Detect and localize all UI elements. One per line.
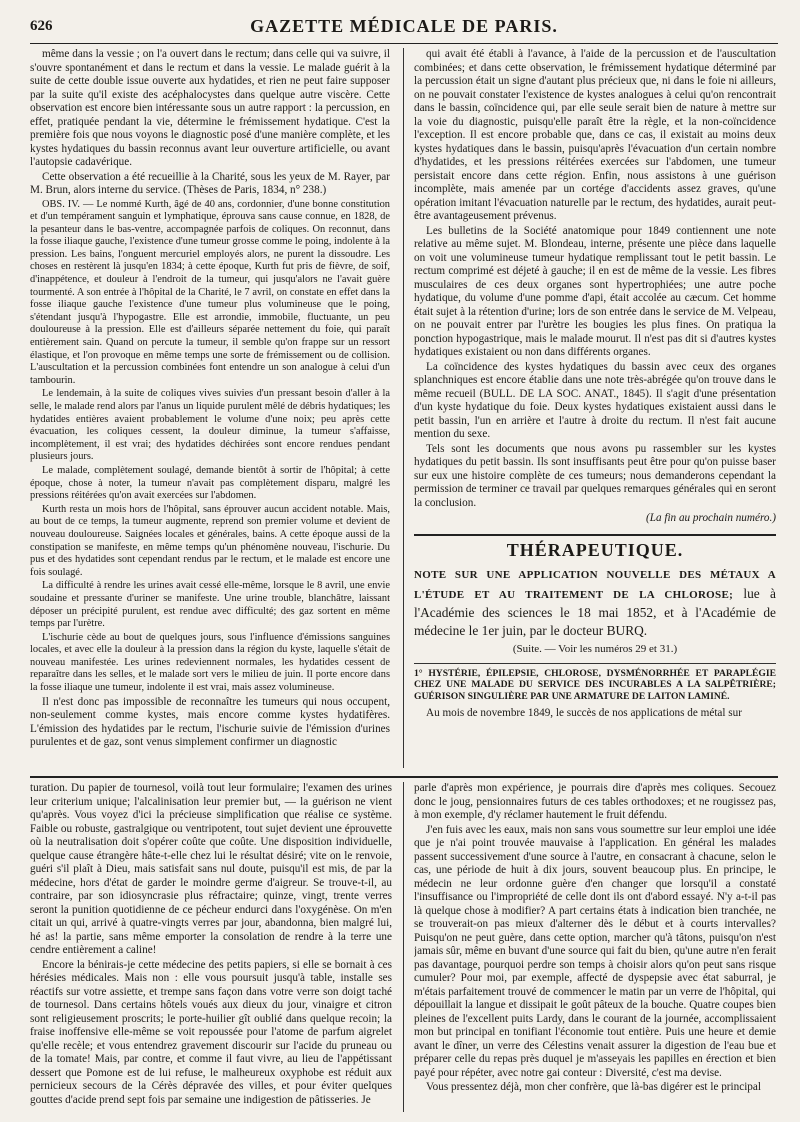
upper-left-column — [30, 48, 390, 768]
journal-title: GAZETTE MÉDICALE DE PARIS. — [250, 16, 558, 36]
paragraph: Les bulletins de la Société anatomique pour 1849 contiennent une note relative au même sujet. M. Blondeau, interne, présente une pièce dans laquelle on voit une volumineuse tumeur hydatique remplissant tout le petit bassin. Le rectum comprimé est déjeté à gauche; il en est de même de la vessie. Les fibres musculaires de ces deux organes sont hypertrophiées; une autre poche hydatique, du volume d'une pomme d'api, était accolée au cæcum. Cet homme était sujet à la rétention d'urine; lors de son entrée dans le service de M. Velpeau, on ne pouvait entrer par l'urètre les bougies les plus fines. On pratiqua la ponction hypogastrique, mais le malade mourut. Il n'est pas dit si d'autres kystes hydatiques existaient ou non dans différents organes. — [414, 224, 776, 358]
paragraph: Vous pressentez déjà, mon cher confrère, que là-bas digérer est le principal — [426, 1081, 761, 1093]
continuation-note: (La fin au prochain numéro.) — [646, 512, 776, 524]
lower-right-column — [414, 782, 776, 1112]
paragraph: Encore la bénirais-je cette médecine des petits papiers, si elle se bornait à ces hérésies médicales. Mais non : elle vous poursuit jusqu'à table, installe ses réactifs sur votre assiette, et trempe sans façon dans votre verre son doigt taché de tournesol. Dans certains hôtels voués aux dieux du jour, vinaigre et citron sont religieusement proscrits; le porte-huilier gît oublié dans quelque recoin; la fraise inoffensive elle-même se voit repoussée pour l'atome de parfum aigrelet qu'elle recèle; et vous entendrez gravement discourir sur l'acide du pruneau ou de la tomate! Mais, par contre, et comme il faut vivre, au lieu de l'appétissant dessert que Pomone est de lui refuse, le malheureux oxyphobe est réduit aux pernicieux secours de la Cérès dépravée des villes, et pour éviter quelques gouttes d'acide prend sept fois par semaine une indigestion de pâtisseries. Je — [30, 958, 392, 1106]
observation-paragraph: Kurth resta un mois hors de l'hôpital, sans éprouver aucun accident notable. Mais, au bout de ce temps, la tumeur augmente, reprend son premier volume et devient de nouveau douloureuse. Saignées locales et générales, bains. A cette époque aussi de la constipation se manifeste, en même temps qu'un phénomène nouveau, l'ischurie. Du pus et des hydatides sont cependant rendus par le rectum, et le malade est encore une fois soulagé. — [30, 503, 390, 578]
header-rule — [30, 43, 778, 44]
subsection-rule — [414, 663, 776, 664]
paragraph: La coïncidence des kystes hydatiques du bassin avec ceux des organes splanchniques est encore établie dans une note très-abrégée qu'on trouve dans le même recueil (BULL. DE LA SOC. ANAT., 1845). Il s'agit d'une présentation d'un kyste hydatique du foie. Deux kystes hydatiques existaient aussi dans le petit bassin, l'un en arrière et l'autre à droite du rectum. Il n'est fait aucune mention du sexe. — [414, 360, 776, 440]
article-title-rest: lue à l'Académie des sciences le 18 mai 1852, et à l'Académie de médecine le 1er juin, par le docteur BURQ. — [414, 585, 776, 638]
upper-right-column — [414, 48, 776, 768]
paragraph: turation. Du papier de tournesol, voilà tout leur formulaire; l'examen des urines leur criterium unique; l'alcalinisation leur premier but, — la guérison ne vient qu'après. Vous voyez d'ici la précieuse simplification que réalise ce système. Faible ou robuste, gastralgique ou ventripotent, tout sujet devient une éprouvette où la neutralisation doit s'opérer coûte que coûte. Une disposition individuelle, quelque cause étrangère hâte-t-elle chez lui le résultat désiré; vite on le renvoie, guéri s'il plaît à Dieu, mais satisfait sans nul doute, puisqu'il est mis, de par la médecine, hors d'état de garder le moindre germe d'aigreur. Se trouve-t-il, au contraire, par son idiosyncrasie plus réfractaire; quinze, vingt, trente verres seront la punition quotidienne de ce pécheur endurci dans l'oxygénèse. On m'en citait un qui, arrivé à quatre-vingts verres par jour, abandonna, bien malgré lui, hé as! la partie, sans même emporter la consolation de rendre à la terre une cendre entièrement a caline! — [30, 782, 392, 956]
column-divider — [403, 782, 404, 1112]
observation-paragraph: L'ischurie cède au bout de quelques jours, sous l'influence d'émissions sanguines locales, et avec elle la douleur à la pression dans la région du kyste, laquelle s'était de nouveau manifestée. Les urines redeviennent normales, les hydatides cessent de reparaître dans les selles, et le malade sort vers le milieu de juin. Il porte encore dans la fosse iliaque une tumeur, indolente il est vrai, mais assez volumineuse. — [30, 631, 390, 694]
paragraph: qui avait été établi à l'avance, à l'aide de la percussion et de l'auscultation combinées; et dans cette observation, le frémissement hydatique déterminé par la percussion était un signe d'autant plus précieux que, ni dans le foie ni ailleurs, on ne pouvait constater l'existence de kystes analogues à celui qu'on rencontrait dans le bassin, coïncidence qui, par elle seule serait bien de nature à mettre sur la voie du diagnostic, puisqu'elle paraît être la règle, et la non-coïncidence l'exception. Il est encore probable que, dans ce cas, il existait au moins deux kystes hydatiques dans le bassin, puisqu'après l'évacuation d'un certain nombre d'hydatides, et les pressions réitérées exercées sur l'abdomen, une tumeur persistait encore dans cette région. Enfin, nous assistons à une guérison incomplète, mais amenée par un cortége d'accidents assez graves, qu'une opération imitant l'évacuation naturelle par le rectum, des hydatides, aurait peut-être avantageusement prévenus. — [414, 48, 776, 222]
paragraph: Cette observation a été recueillie à la Charité, sous les yeux de M. Rayer, par M. Brun, alors interne du service. (Thèses de Paris, 1834, n° 238.) — [30, 170, 390, 196]
feuilleton-rule — [30, 776, 778, 778]
column-divider — [403, 48, 404, 768]
observation-paragraph: Le malade, complètement soulagé, demande bientôt à sortir de l'hôpital; à cette époque, chose à noter, la tumeur n'avait pas complètement disparu, malgré les pressions réitérées qu'on avait exercées sur l'abdomen. — [30, 464, 390, 502]
paragraph: Tels sont les documents que nous avons pu rassembler sur les kystes hydatiques du petit bassin. Ils sont insuffisants peut être pour qu'on puisse baser sur eux une histoire complète de ces tumeurs; nous demanderons cependant la permission de terminer ce travail par quelques remarques générales qui en seront la conclusion. — [414, 442, 776, 509]
paragraph: même dans la vessie ; on l'a ouvert dans le rectum; dans celle qui va suivre, il s'ouvre spontanément et dans le rectum et dans la vessie. Le malade guérit à la suite de cette double issue ouverte aux hydatides, et rien ne peut faire supposer par la suite qu'il existe des acéphalocystes dans quelque autre viscère. Cette observation est encore bien intéressante sous un autre rapport : la percussion, en effet, pratiquée pendant la vie, détermine le frémissement hydatique. C'est la première fois que nous voyons le diagnostic posé d'une manière complète, et les kystes hydatiques du bassin reconnus avant leur ouverture artificielle, ou avant l'autopsie cadavérique. — [30, 48, 390, 168]
paragraph: parle d'après mon expérience, je pourrais dire d'après mes coliques. Secouez donc le joug, pensionnaires futurs de ces tables orthodoxes; et ne rougissez pas, à mon exemple, d'y réclamer hautement le fruit défendu. — [414, 782, 776, 821]
article-title-caps: NOTE SUR UNE APPLICATION NOUVELLE DES MÉTAUX A L'ÉTUDE ET AU TRAITEMENT DE LA CHLOROSE; — [414, 569, 776, 601]
section-title: THÉRAPEUTIQUE. — [506, 539, 684, 560]
observation-paragraph: Le lendemain, à la suite de coliques vives suivies d'un pressant besoin d'aller à la selle, le malade rend alors par l'anus un liquide purulent mêlé de débris hydatiques; les hydatides entières avaient probablement le volume d'une noix; peu après cette évacuation, les coliques cessent, la douleur diminue, la tumeur s'affaisse, incomplètement, il est vrai; des hydatides déchirées sont encore rendues pendant plusieurs jours. — [30, 388, 390, 463]
paragraph: Il n'est donc pas impossible de reconnaître les tumeurs qui nous occupent, non-seulement comme kystes, mais encore comme kystes hydatifères. L'émission des hydatides par le rectum, l'ischurie suivie de l'émission d'urines purulentes et de gaz, sont venus simplement confirmer un diagnostic — [30, 695, 390, 749]
page-number: 626 — [30, 18, 53, 34]
paragraph: J'en fuis avec les eaux, mais non sans vous soumettre sur leur emploi une idée que je n'ai point trouvée mauvaise à l'application. En général les malades passent successivement d'une source à l'autre, en consacrant à chacune, selon le cas, une période de huit à dix jours, souvent beaucoup plus. En principe, le médecin ne leur ordonne guère d'en changer que lorsqu'il a constaté l'insuffisance ou l'impropriété de celle dont ils ont d'abord essayé. N'y a-t-il pas là quelque chose à modifier? A part certains états à indication bien tranchée, ne se trouverait-on pas mieux d'alterner dès le début et à courts intervalles? Puisqu'on ne peut guère, dans cette option, marcher qu'à tâtons, puisqu'on n'est jamais sûr, même en buvant d'une source qui fait du bien, qu'une autre n'en ferait pas davantage, pourquoi perdre son temps à choisir alors qu'on peut sans risque cumuler? Pour moi, par exemple, affecté de dyspepsie avec état saburral, je m'étais parfaitement trouvé de commencer le matin par un verre de l'hôpital, qui dépouillait la langue et dissipait le goût pâteux de la bouche. Quatre coupes bien pleines de l'excellent puits Lardy, dans le courant de la journée, accomplissaient mon but principal en tonifiant l'économie tout entière. Puis une heure et demie avant le dîner, un verre des Célestins venait assurer la digestion de l'eau bue et préparer celle du repas près duquel je m'asseyais les papilles en érection et bien payé pour répéter, avec notre gai conteur : Diversité, c'est ma devise. — [414, 823, 776, 1079]
page-header — [30, 16, 778, 40]
paragraph: Au mois de novembre 1849, le succès de nos applications de métal sur — [426, 707, 742, 719]
lower-left-column — [30, 782, 392, 1112]
case-heading: 1° HYSTÉRIE, ÉPILEPSIE, CHLOROSE, DYSMÉNORRHÉE ET PARAPLÉGIE CHEZ UNE MALADE DU SERVICE DES INCURABLES A LA SALPÊTRIÈRE; GUÉRISON SINGULIÈRE PAR UNE ARMATURE DE LAITON LAMINÉ. — [414, 667, 776, 702]
article-title — [414, 565, 776, 639]
section-rule — [414, 534, 776, 536]
suite-note: (Suite. — Voir les numéros 29 et 31.) — [512, 643, 678, 655]
observation-paragraph: OBS. IV. — Le nommé Kurth, âgé de 40 ans, cordonnier, d'une bonne constitution et d'un tempérament sanguin et lymphatique, éprouva sans cause connue, en 1828, de la pesanteur dans le bas-ventre, accompagnée parfois de coliques. On reconnut, dans la fosse iliaque gauche, l'existence d'une tumeur grosse comme le poing, indolente à la pression. Les bains, l'onguent mercuriel employés alors, ne purent la dissoudre. Les choses en restèrent là jusqu'en 1834; à cette époque, Kurth fut pris de fièvre, de soif, d'inappétence, et douleur à l'endroit de la tumeur, qui jusqu'alors ne l'avait guère tourmenté. A son entrée à l'hôpital de la Charité, le 7 avril, on constate en effet dans la fosse iliaque gauche l'existence d'une tumeur plus volumineuse que le poing, s'étendant jusqu'à l'hypogastre. Elle est arrondie, immobile, fluctuante, un peu douloureuse à la pression. Elle est d'ailleurs séparée nettement du foie, qui paraît entièrement sain. Quand on percute la tumeur, il semble qu'on frappe sur un ressort élastique, et l'on provoque en même temps une sorte de frémissement ou de collision. L'auscultation et la percussion combinées font entendre un son analogue à celui d'un tambourin. — [30, 198, 390, 386]
observation-paragraph: La difficulté à rendre les urines avait cessé elle-même, lorsque le 8 avril, une envie soudaine et pressante d'uriner se manifeste. Une urine trouble, blanchâtre, laissant déposer un précipité purulent, est rendue avec difficulté; des gaz sortent en même temps par l'urètre. — [30, 580, 390, 630]
